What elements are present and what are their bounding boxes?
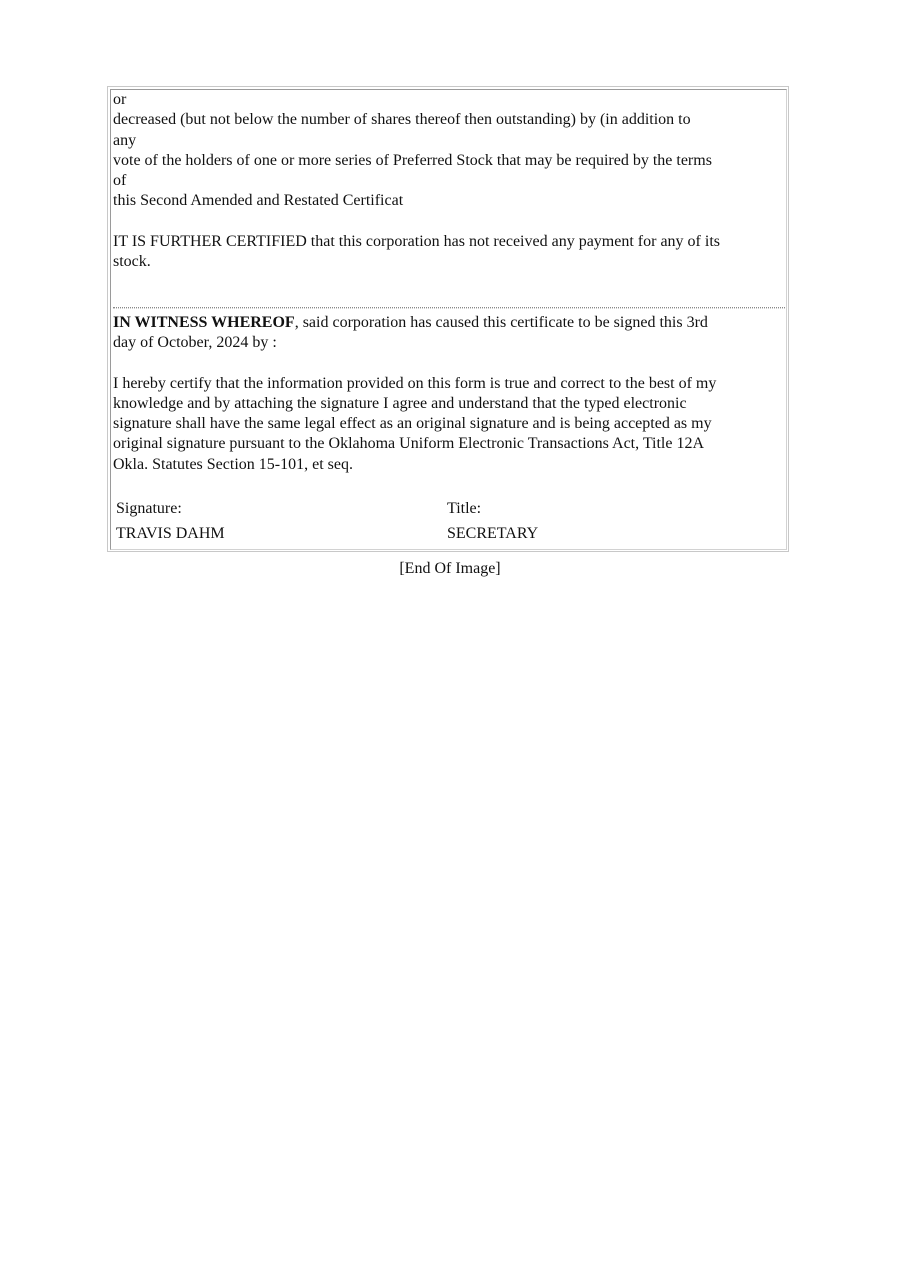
certification-line-2: knowledge and by attaching the signature I agree and understand that the typed electronic <box>113 394 687 412</box>
certificate-upper-section <box>113 90 785 272</box>
body-line-4: vote of the holders of one or more series of Preferred Stock that may be required by the terms <box>113 151 712 169</box>
title-label: Title: <box>447 500 482 517</box>
signer-title: SECRETARY <box>447 525 539 542</box>
witness-line-1 <box>113 313 785 333</box>
certification-line-3: signature shall have the same legal effect as an original signature and is being accepted as my <box>113 415 712 433</box>
end-of-image-marker: [End Of Image] <box>399 560 501 577</box>
section-divider <box>113 307 785 309</box>
further-certified-line-1: IT IS FURTHER CERTIFIED that this corporation has not received any payment for any of its <box>113 232 720 250</box>
body-line-3: any <box>113 131 137 149</box>
further-certified-line-2: stock. <box>113 253 151 271</box>
witness-line-2: day of October, 2024 by : <box>113 334 277 352</box>
body-line-2: decreased (but not below the number of shares thereof then outstanding) by (in addition to <box>113 111 691 129</box>
witness-heading: IN WITNESS WHEREOF <box>113 314 295 331</box>
witness-line-1-text: , said corporation has caused this certificate to be signed this 3rd <box>294 314 708 331</box>
certificate-lower-section <box>113 313 785 475</box>
body-line-1: or <box>113 91 127 108</box>
paragraph-gap <box>113 354 785 374</box>
certification-line-5: Okla. Statutes Section 15-101, et seq. <box>113 455 353 473</box>
signer-name: TRAVIS DAHM <box>116 525 225 542</box>
signature-label: Signature: <box>116 500 182 517</box>
certification-line-4: original signature pursuant to the Oklahoma Uniform Electronic Transactions Act, Title 12A <box>113 435 705 453</box>
body-line-6: this Second Amended and Restated Certificat <box>113 192 404 210</box>
body-line-5: of <box>113 172 127 190</box>
paragraph-gap <box>113 212 785 232</box>
certification-line-1: I hereby certify that the information provided on this form is true and correct to the best of my <box>113 374 717 392</box>
